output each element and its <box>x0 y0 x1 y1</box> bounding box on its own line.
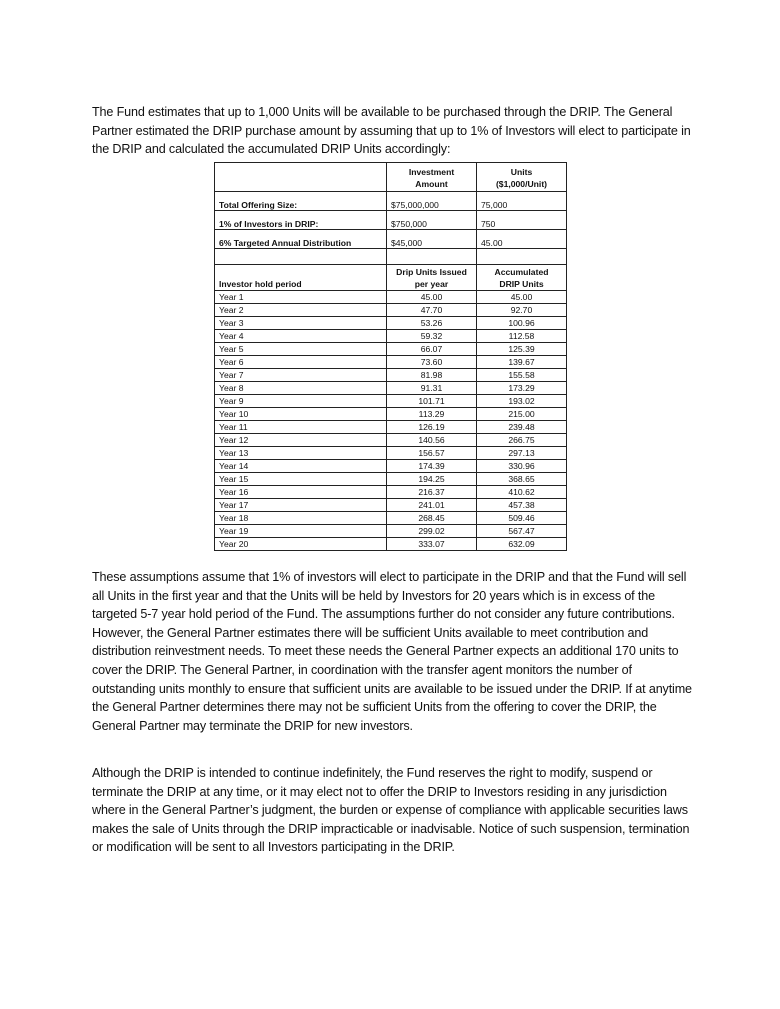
row-label: 6% Targeted Annual Distribution <box>215 230 387 249</box>
row-period: Year 8 <box>215 382 387 395</box>
row-units-issued: 113.29 <box>387 408 477 421</box>
drip-table-row <box>215 486 567 499</box>
blank-cell <box>477 249 567 265</box>
row-accumulated: 509.46 <box>477 512 567 525</box>
drip-table-row <box>215 343 567 356</box>
row-units: 75,000 <box>477 192 567 211</box>
intro-paragraph: The Fund estimates that up to 1,000 Units will be available to be purchased through the DRIP. The General Partner estimated the DRIP purchase amount by assuming that up to 1% of Investors will elect to participate in the DRIP and calculated the accumulated DRIP Units accordingly: <box>92 105 691 157</box>
drip-table-row <box>215 317 567 330</box>
row-units: 750 <box>477 211 567 230</box>
header-line: per year <box>414 279 449 289</box>
row-units-issued: 194.25 <box>387 473 477 486</box>
row-accumulated: 368.65 <box>477 473 567 486</box>
row-period: Year 15 <box>215 473 387 486</box>
drip-table-row <box>215 460 567 473</box>
row-units-issued: 66.07 <box>387 343 477 356</box>
termination-paragraph: Although the DRIP is intended to continue indefinitely, the Fund reserves the right to modify, suspend or terminate the DRIP at any time, or it may elect not to offer the DRIP to Investors residing in any jurisdiction where in the General Partner’s judgment, the burden or expense of compliance with applicable securities laws makes the sale of Units through the DRIP impracticable or inadvisable. Notice of such suspension, termination or modification will be sent to all Investors participating in the DRIP. <box>92 766 690 855</box>
row-period: Year 10 <box>215 408 387 421</box>
row-units-issued: 81.98 <box>387 369 477 382</box>
row-accumulated: 239.48 <box>477 421 567 434</box>
row-accumulated: 215.00 <box>477 408 567 421</box>
row-period: Year 17 <box>215 499 387 512</box>
drip-table-row <box>215 525 567 538</box>
row-units-issued: 216.37 <box>387 486 477 499</box>
row-period: Year 1 <box>215 291 387 304</box>
drip-table-row <box>215 369 567 382</box>
row-period: Year 4 <box>215 330 387 343</box>
summary-row <box>215 230 567 249</box>
header-line: Accumulated <box>494 267 549 277</box>
row-period: Year 2 <box>215 304 387 317</box>
drip-table-row <box>215 434 567 447</box>
drip-table-row <box>215 395 567 408</box>
header-investment-amount <box>387 163 477 192</box>
drip-table-row <box>215 408 567 421</box>
drip-table-row <box>215 473 567 486</box>
header-line: Amount <box>415 179 448 189</box>
row-accumulated: 457.38 <box>477 499 567 512</box>
row-accumulated: 100.96 <box>477 317 567 330</box>
row-accumulated: 155.58 <box>477 369 567 382</box>
row-accumulated: 112.58 <box>477 330 567 343</box>
drip-header-row <box>215 265 567 291</box>
row-accumulated: 632.09 <box>477 538 567 551</box>
row-accumulated: 266.75 <box>477 434 567 447</box>
summary-header-empty <box>215 163 387 192</box>
row-period: Year 6 <box>215 356 387 369</box>
summary-table <box>214 162 567 265</box>
row-accumulated: 92.70 <box>477 304 567 317</box>
header-hold-period: Investor hold period <box>215 265 387 291</box>
row-period: Year 5 <box>215 343 387 356</box>
row-period: Year 14 <box>215 460 387 473</box>
row-units-issued: 59.32 <box>387 330 477 343</box>
row-amount: $75,000,000 <box>387 192 477 211</box>
row-accumulated: 410.62 <box>477 486 567 499</box>
row-accumulated: 139.67 <box>477 356 567 369</box>
row-label: 1% of Investors in DRIP: <box>215 211 387 230</box>
drip-table-row <box>215 512 567 525</box>
drip-table-row <box>215 421 567 434</box>
summary-blank-row <box>215 249 567 265</box>
header-line: Units <box>510 167 533 177</box>
summary-row <box>215 211 567 230</box>
row-period: Year 19 <box>215 525 387 538</box>
drip-table-row <box>215 330 567 343</box>
row-period: Year 20 <box>215 538 387 551</box>
row-accumulated: 173.29 <box>477 382 567 395</box>
row-period: Year 3 <box>215 317 387 330</box>
row-period: Year 16 <box>215 486 387 499</box>
row-label: Total Offering Size: <box>215 192 387 211</box>
header-line: Investment <box>408 167 455 177</box>
row-units-issued: 126.19 <box>387 421 477 434</box>
row-period: Year 9 <box>215 395 387 408</box>
row-period: Year 11 <box>215 421 387 434</box>
blank-cell <box>215 249 387 265</box>
drip-table-row <box>215 538 567 551</box>
header-accumulated <box>477 265 567 291</box>
header-line: Drip Units Issued <box>396 267 467 277</box>
drip-table-row <box>215 304 567 317</box>
row-units-issued: 241.01 <box>387 499 477 512</box>
row-units: 45.00 <box>477 230 567 249</box>
summary-header-row <box>215 163 567 192</box>
row-units-issued: 47.70 <box>387 304 477 317</box>
row-units-issued: 333.07 <box>387 538 477 551</box>
assumptions-paragraph: These assumptions assume that 1% of investors will elect to participate in the DRIP and that the Fund will sell all Units in the first year and that the Units will be held by Investors for 20 years which is in excess of the targeted 5-7 year hold period of the Fund. The assumptions further do not consider any future contributions. However, the General Partner estimates there will be sufficient Units available to meet contribution and distribution reinvestment needs. To meet these needs the General Partner expects an additional 170 units to cover the DRIP. The General Partner, in coordination with the transfer agent monitors the number of outstanding units monthly to ensure that sufficient units are available to be issued under the DRIP. If at anytime the General Partner determines there may not be sufficient Units from the offering to cover the DRIP, the General Partner may terminate the DRIP for new investors. <box>92 570 692 733</box>
row-units-issued: 91.31 <box>387 382 477 395</box>
header-units <box>477 163 567 192</box>
row-units-issued: 140.56 <box>387 434 477 447</box>
row-accumulated: 297.13 <box>477 447 567 460</box>
row-units-issued: 101.71 <box>387 395 477 408</box>
row-units-issued: 299.02 <box>387 525 477 538</box>
row-period: Year 7 <box>215 369 387 382</box>
header-line: DRIP Units <box>499 279 544 289</box>
header-units-issued <box>387 265 477 291</box>
row-units-issued: 268.45 <box>387 512 477 525</box>
drip-table-row <box>215 499 567 512</box>
drip-table-body <box>215 291 567 551</box>
header-line: ($1,000/Unit) <box>495 179 548 189</box>
drip-table-row <box>215 356 567 369</box>
drip-table-row <box>215 447 567 460</box>
row-accumulated: 45.00 <box>477 291 567 304</box>
row-amount: $45,000 <box>387 230 477 249</box>
summary-row <box>215 192 567 211</box>
row-accumulated: 125.39 <box>477 343 567 356</box>
row-units-issued: 45.00 <box>387 291 477 304</box>
drip-table-row <box>215 382 567 395</box>
row-accumulated: 193.02 <box>477 395 567 408</box>
row-units-issued: 53.26 <box>387 317 477 330</box>
row-accumulated: 567.47 <box>477 525 567 538</box>
row-units-issued: 156.57 <box>387 447 477 460</box>
row-period: Year 13 <box>215 447 387 460</box>
row-units-issued: 174.39 <box>387 460 477 473</box>
row-amount: $750,000 <box>387 211 477 230</box>
row-accumulated: 330.96 <box>477 460 567 473</box>
row-period: Year 18 <box>215 512 387 525</box>
row-units-issued: 73.60 <box>387 356 477 369</box>
drip-table-row <box>215 291 567 304</box>
blank-cell <box>387 249 477 265</box>
drip-units-table <box>214 264 567 551</box>
row-period: Year 12 <box>215 434 387 447</box>
